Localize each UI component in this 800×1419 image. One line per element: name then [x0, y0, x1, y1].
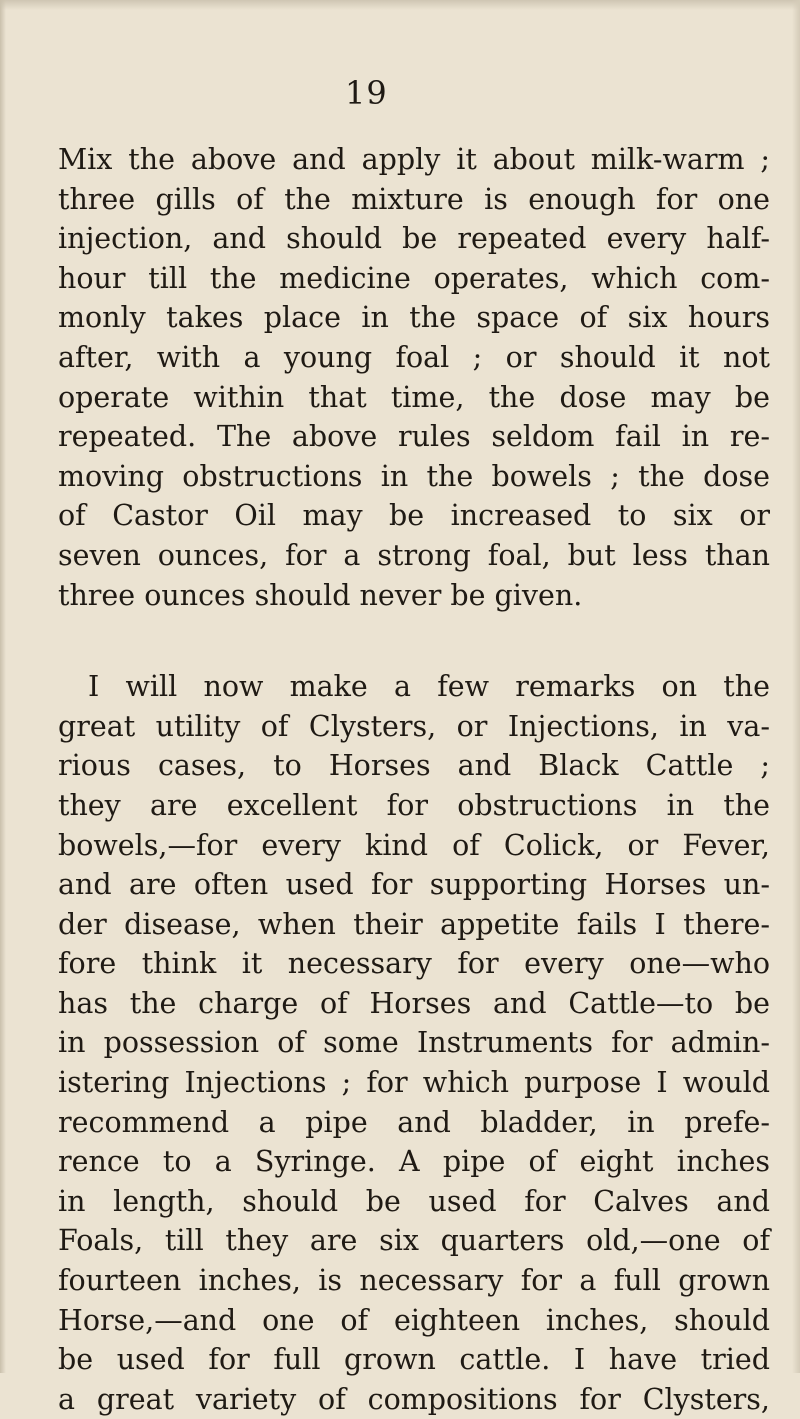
page-edge-left: [0, 0, 6, 1373]
page-edge-top: [0, 0, 800, 10]
text-line: I will now make a few remarks on the: [88, 670, 770, 704]
text-line: three ounces should never be given.: [58, 578, 583, 612]
text-line: rious cases, to Horses and Black Cattle ;: [58, 749, 770, 783]
text-line: moving obstructions in the bowels ; the dose: [58, 459, 770, 493]
text-line: rence to a Syringe. A pipe of eight inches: [58, 1145, 770, 1179]
page-body: [58, 140, 770, 1419]
text-line: Horse,—and one of eighteen inches, should: [58, 1303, 770, 1337]
paragraph-2: [58, 667, 770, 1419]
text-line: three gills of the mixture is enough for one: [58, 182, 770, 216]
text-line: of Castor Oil may be increased to six or: [58, 499, 770, 533]
text-line: Foals, till they are six quarters old,—one of: [58, 1224, 770, 1258]
page-edge-right: [792, 0, 800, 1373]
text-line: operate within that time, the dose may be: [58, 380, 770, 414]
text-line: a great variety of compositions for Clysters,: [58, 1382, 770, 1416]
text-line: der disease, when their appetite fails I there-: [58, 907, 770, 941]
text-line: Mix the above and apply it about milk-warm ;: [58, 143, 770, 176]
text-line: hour till the medicine operates, which com-: [58, 261, 770, 295]
text-line: injection, and should be repeated every half-: [58, 222, 770, 256]
text-line: and are often used for supporting Horses un-: [58, 868, 770, 902]
text-line: be used for full grown cattle. I have tried: [58, 1343, 770, 1377]
text-line: monly takes place in the space of six hours: [58, 301, 770, 335]
text-line: has the charge of Horses and Cattle—to be: [58, 986, 770, 1020]
paragraph-gap: [58, 615, 770, 667]
text-line: recommend a pipe and bladder, in prefe-: [58, 1105, 770, 1139]
text-line: seven ounces, for a strong foal, but less than: [58, 538, 770, 572]
text-line: in possession of some Instruments for admin-: [58, 1026, 770, 1060]
text-line: bowels,—for every kind of Colick, or Fever,: [58, 828, 770, 862]
text-line: fourteen inches, is necessary for a full grown: [58, 1264, 770, 1298]
text-line: fore think it necessary for every one—who: [58, 947, 770, 981]
text-line: istering Injections ; for which purpose I would: [58, 1066, 770, 1100]
paragraph-1: [58, 140, 770, 615]
text-line: after, with a young foal ; or should it not: [58, 340, 770, 374]
page-number: 19: [345, 74, 388, 112]
text-line: they are excellent for obstructions in the: [58, 788, 770, 822]
text-line: repeated. The above rules seldom fail in re-: [58, 420, 770, 454]
text-line: great utility of Clysters, or Injections, in va-: [58, 709, 770, 743]
text-line: in length, should be used for Calves and: [58, 1184, 770, 1218]
